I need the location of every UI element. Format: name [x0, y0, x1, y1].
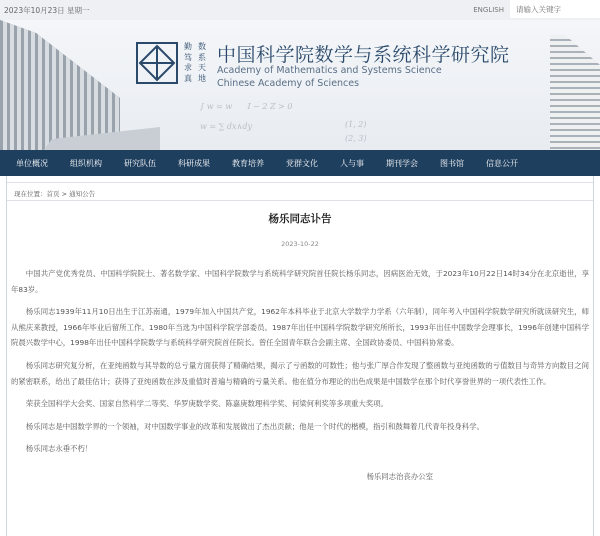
building-image-right: [550, 35, 600, 150]
search-input[interactable]: [510, 0, 600, 18]
nav-item[interactable]: 单位概况: [16, 158, 48, 168]
content-panel: [6, 176, 594, 536]
logo-motto: 勤 数 笃 系 求 天 真 地: [184, 42, 206, 83]
paragraph: 荣获全国科学大会奖、国家自然科学二等奖、华罗庚数学奖、陈嘉庚数理科学奖、何梁何利奖等多项重大奖项。: [25, 399, 388, 409]
paragraph: 中国共产党优秀党员、中国科学院院士、著名数学家、中国科学院数学与系统科学研究院首任院长杨乐同志，因病医治无效，于2023年10月22日14时34分在北京逝世，享年83岁。: [11, 269, 589, 294]
paragraph: 杨乐同志永垂不朽！: [25, 444, 93, 454]
article-date: 2023-10-22: [281, 240, 319, 248]
paragraph: 杨乐同志1939年11月10日出生于江苏南通，1979年加入中国共产党，1962年本科毕业于北京大学数学力学系（六年制），同年考入中国科学院数学研究所就读研究生，师从熊庆来教授，1966年毕业后留所工作。1980年当选为中国科学院学部委员。1987年出任中国科学院数学研究所所长，1993年出任中国数学会理事长，1996年创建中国科学院晨兴数学中心，1998年出任中国科学院数学与系统科学研究院首任院长。曾任全国青年联合会副主席、全国政协委员、中国科协常委。: [11, 307, 589, 348]
paragraph: 杨乐同志研究复分析，在亚纯函数与其导数的总亏量方面获得了精确结果，揭示了亏函数的可数性；他与张广厚合作发现了整函数与亚纯函数的亏值数目与奇异方向数目之间的紧密联系，给出了最佳估计；获得了亚纯函数在涉及重值时普遍与精确的亏量关系。他在值分布理论的出色成果是中国数学在那个时代享誉世界的一项代表性工作。: [11, 360, 589, 386]
nav-item[interactable]: 期刊学会: [386, 158, 418, 168]
current-date: 2023年10月23日 星期一: [4, 5, 90, 15]
article-title: 杨乐同志讣告: [268, 213, 332, 225]
nav-item[interactable]: 图书馆: [440, 158, 464, 168]
top-bar: [0, 0, 600, 20]
breadcrumb[interactable]: 现在位置：首页 > 通知公告: [7, 182, 593, 201]
nav-item[interactable]: 研究队伍: [124, 158, 156, 168]
nav-item[interactable]: 组织机构: [70, 158, 102, 168]
nav-item[interactable]: 教育培养: [232, 158, 264, 168]
signature: 杨乐同志治丧办公室: [366, 471, 433, 481]
paragraph: 杨乐同志是中国数学界的一个领袖，对中国数学事业的改革和发展做出了杰出贡献；他是一个时代的楷模，指引和鼓舞着几代青年投身科学。: [25, 421, 485, 431]
header-banner: ∫ w = w I − 2 Z > 0 w = ∑ dx∧dy (1, 2) (2, 3) 勤 数 笃 系 求 天 真 地 中国科学院数学与系统科学研究院 Academy of Mathematics and Systems Science Chinese Academy of Sciences: [0, 20, 600, 150]
site-subtitle-en: Chinese Academy of Sciences: [217, 78, 360, 89]
institute-logo[interactable]: [136, 42, 178, 84]
building-image-left: [0, 20, 120, 150]
nav-item[interactable]: 信息公开: [486, 158, 518, 168]
nav-item[interactable]: 科研成果: [178, 158, 210, 168]
article-body: [7, 266, 593, 457]
nav-item[interactable]: 人与事: [340, 158, 364, 168]
main-nav: [0, 150, 600, 176]
site-title-en: Academy of Mathematics and Systems Science: [217, 65, 442, 76]
english-link[interactable]: ENGLISH: [473, 6, 504, 14]
site-title-cn: 中国科学院数学与系统科学研究院: [217, 44, 510, 66]
nav-item[interactable]: 党群文化: [286, 158, 318, 168]
